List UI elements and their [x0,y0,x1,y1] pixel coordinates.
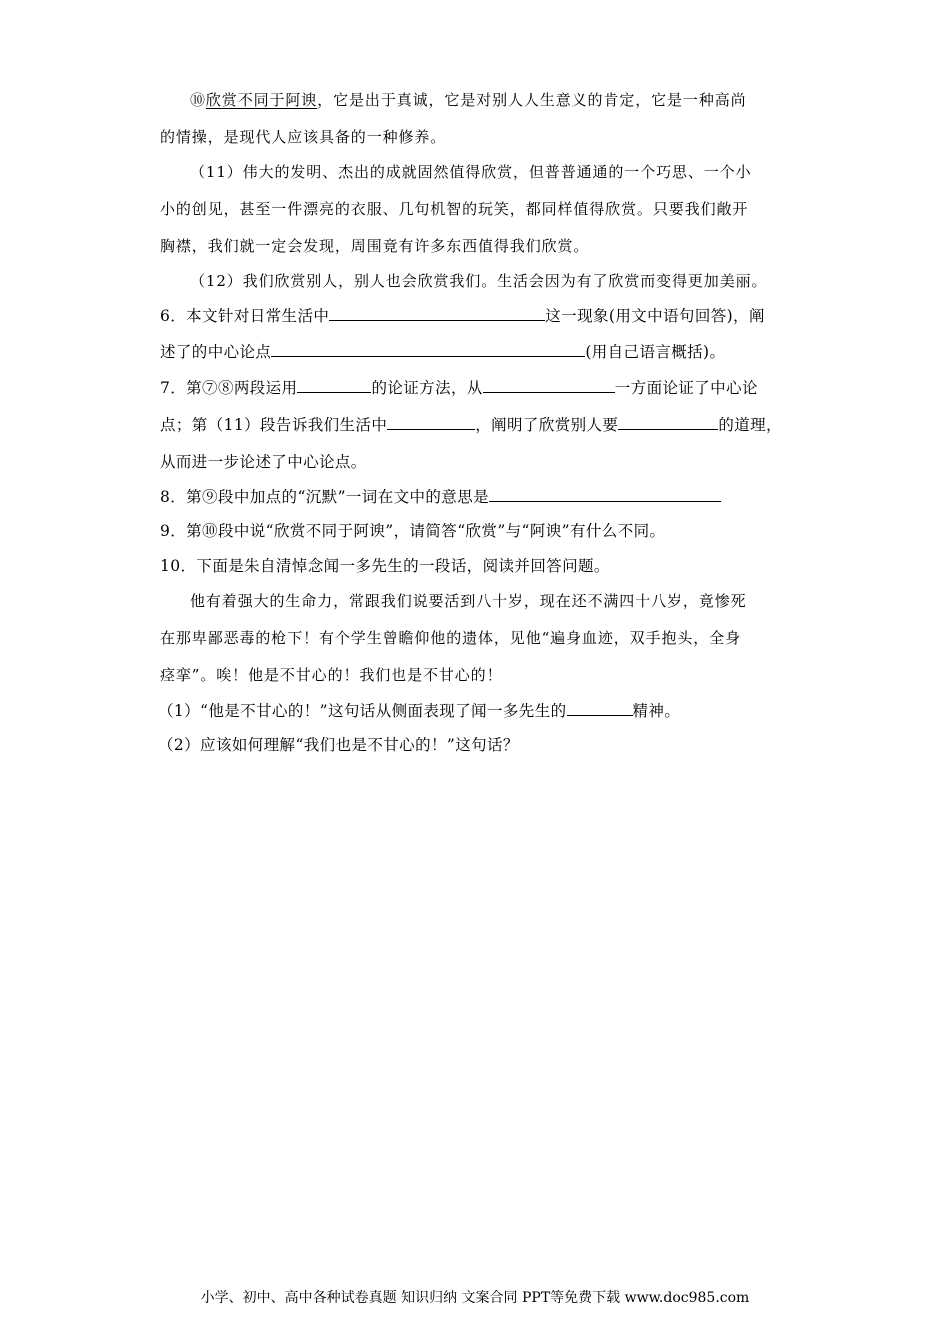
q10-quote-line2: 在那卑鄙恶毒的枪下！有个学生曾瞻仰他的遗体，见他“遍身血迹，双手抱头，全身 [160,629,741,647]
q7-text-part6: 的道理， [718,416,782,434]
para11-line2: 小的创见，甚至一件漂亮的衣服、几句机智的玩笑，都同样值得欣赏。只要我们敞开 [160,200,749,218]
q6-answer-blank-1[interactable] [329,306,545,321]
q10-sub1-answer-blank[interactable] [567,701,633,716]
q8-answer-blank[interactable] [489,487,721,502]
page-footer: 小学、初中、高中各种试卷真题 知识归纳 文案合同 PPT等免费下载 www.doc985.com [200,1290,750,1306]
question-7-line1 [160,376,758,398]
q10-quote-line1: 他有着强大的生命力，常跟我们说要活到八十岁，现在还不满四十八岁，竟惨死 [190,592,747,610]
para10-marker: ⑩ [190,91,206,109]
question-10: 10．下面是朱自清悼念闻一多先生的一段话，阅读并回答问题。 [160,557,610,575]
question-7-line2 [160,413,782,435]
para10-line1-rest: ，它是出于真诚，它是对别人人生意义的肯定，它是一种高尚 [317,91,747,109]
question-7-line3: 从而进一步论述了中心论点。 [160,453,367,471]
question-6-line1 [160,304,765,326]
q7-text-part2: 的论证方法，从 [371,379,483,397]
q6-text-part3: 述了的中心论点 [160,343,272,361]
q7-text-part4: 点；第（11）段告诉我们生活中 [160,416,388,434]
q6-text-part2: 这一现象(用文中语句回答)，阐 [545,307,765,325]
q10-sub1-text: （1）“他是不甘心的！”这句话从侧面表现了闻一多先生的 [158,702,567,720]
q10-sub-question-2: （2）应该如何理解“我们也是不甘心的！”这句话？ [158,736,519,754]
q6-answer-blank-2[interactable] [271,342,585,357]
para10-line1 [190,89,747,110]
para11-line3: 胸襟，我们就一定会发现，周围竟有许多东西值得我们欣赏。 [160,237,590,255]
q7-answer-blank-1[interactable] [297,378,371,393]
para10-underlined-phrase: 欣赏不同于阿谀 [205,91,318,109]
q6-text-part4: (用自己语言概括)。 [585,343,726,361]
question-6-line2 [160,340,725,362]
para12-line1: （12）我们欣赏别人，别人也会欣赏我们。生活会因为有了欣赏而变得更加美丽。 [190,272,768,290]
q7-answer-blank-2[interactable] [483,378,615,393]
q7-text-part1: 7．第⑦⑧两段运用 [160,379,298,397]
q7-text-part3: 一方面论证了中心论 [614,379,758,397]
q10-sub1-text-end: 精神。 [632,702,681,720]
q6-text-part1: 6．本文针对日常生活中 [160,307,330,325]
q10-sub-question-1 [158,699,680,721]
question-9: 9．第⑩段中说“欣赏不同于阿谀”，请简答“欣赏”与“阿谀”有什么不同。 [160,522,666,540]
question-8 [160,485,721,507]
q8-text: 8．第⑨段中加点的“沉默”一词在文中的意思是 [160,488,490,506]
q7-text-part5: ，阐明了欣赏别人要 [475,416,619,434]
para10-line2: 的情操，是现代人应该具备的一种修养。 [160,128,447,146]
q7-answer-blank-4[interactable] [618,415,718,430]
para11-line1: （11）伟大的发明、杰出的成就固然值得欣赏，但普普通通的一个巧思、一个小 [190,163,752,181]
q10-quote-line3: 痉挛”。唉！他是不甘心的！我们也是不甘心的！ [160,666,503,684]
q7-answer-blank-3[interactable] [387,415,475,430]
